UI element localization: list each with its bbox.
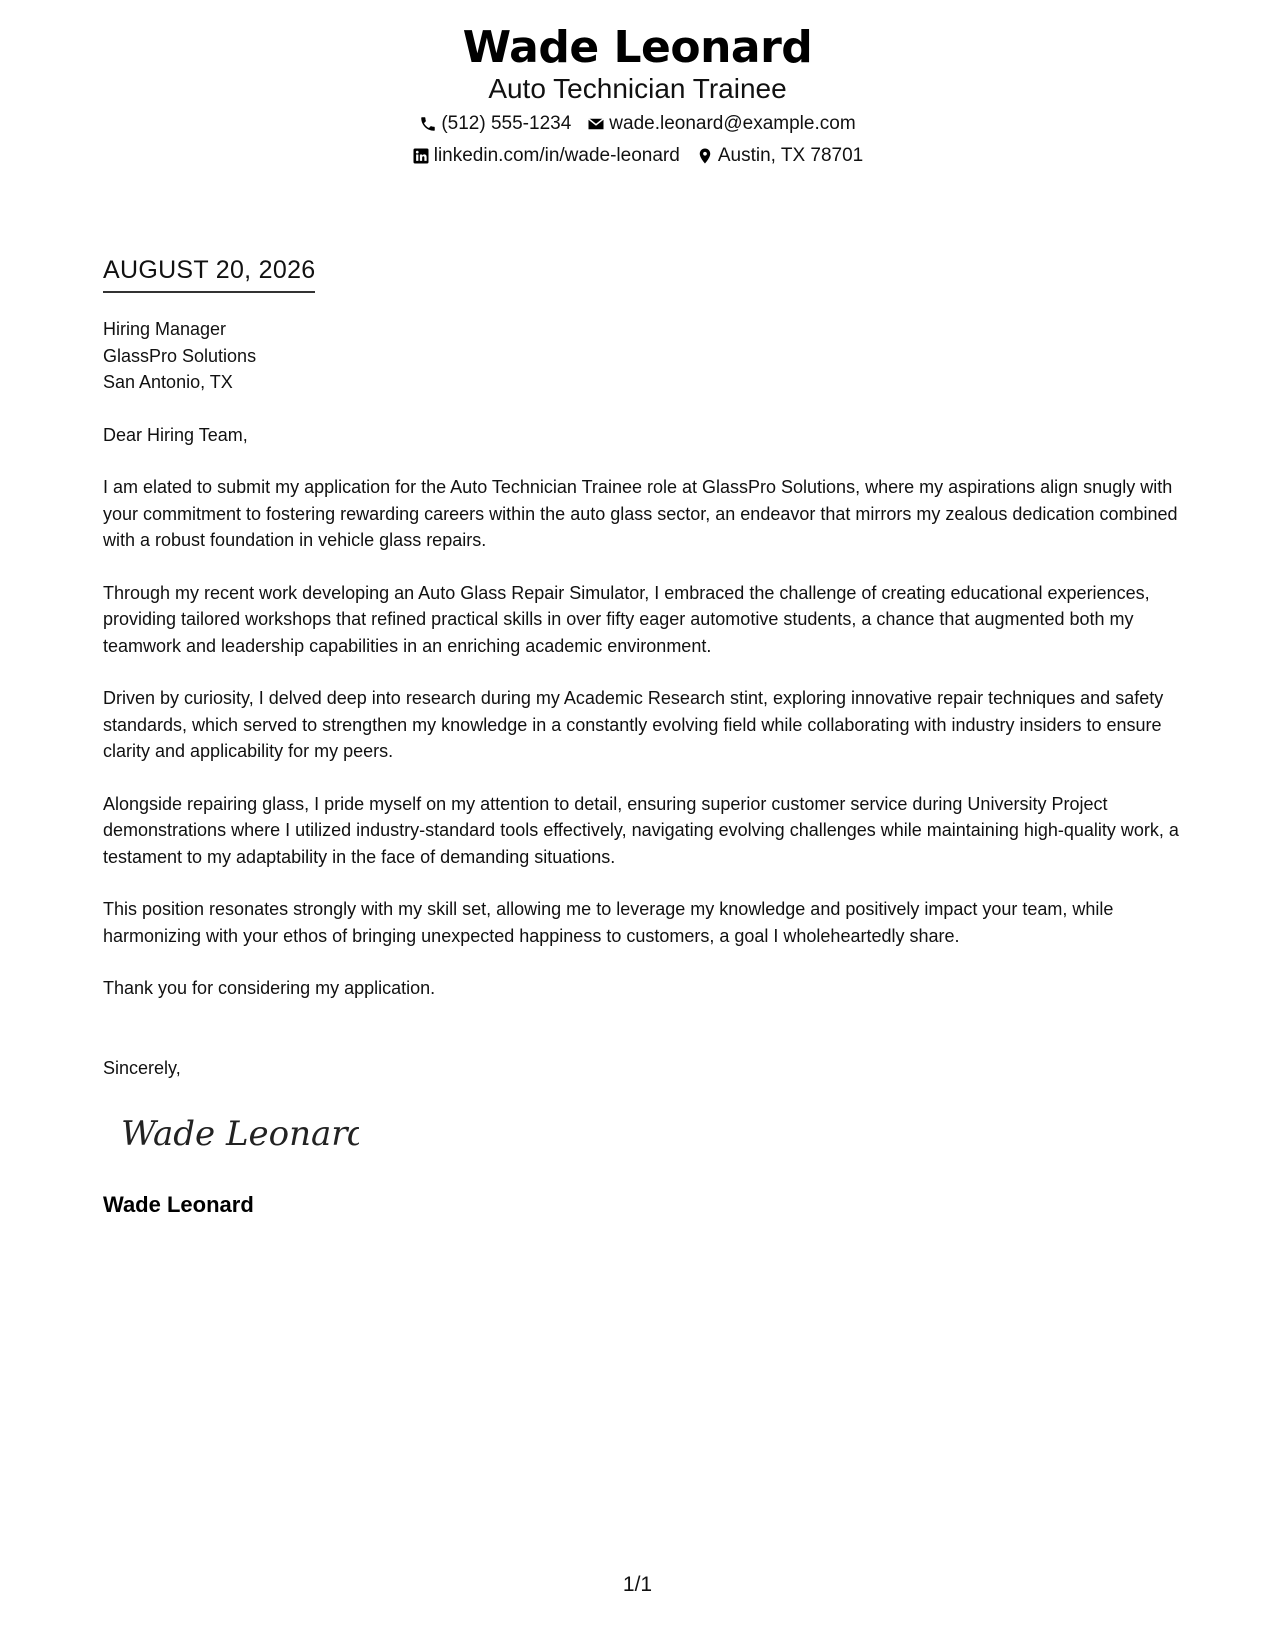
email-text: wade.leonard@example.com xyxy=(609,113,856,134)
letter-header xyxy=(0,22,1275,168)
signature-image xyxy=(119,1103,359,1163)
contact-line-primary xyxy=(0,112,1275,136)
envelope-icon xyxy=(587,115,605,133)
svg-text:Wade Leonard: Wade Leonard xyxy=(121,1114,359,1154)
letter-date: AUGUST 20, 2026 xyxy=(103,255,315,293)
body-paragraph: Thank you for considering my application. xyxy=(103,978,436,998)
applicant-title: Auto Technician Trainee xyxy=(488,73,787,104)
recipient-line: Hiring Manager xyxy=(103,319,227,339)
linkedin-text: linkedin.com/in/wade-leonard xyxy=(433,145,680,166)
signed-name: Wade Leonard xyxy=(103,1191,254,1217)
phone-contact xyxy=(419,112,571,136)
body-paragraph: Through my recent work developing an Auto Glass Repair Simulator, I embraced the challenge of creating educational experiences, providing tailored workshops that refined practical skills in over fifty eager automotive students, a chance that augmented both my teamwork and leadership capabilities in an enriching academic environment. xyxy=(103,582,1150,656)
recipient-line: San Antonio, TX xyxy=(103,372,233,392)
salutation: Dear Hiring Team, xyxy=(103,424,248,445)
letter-body xyxy=(103,316,1183,1219)
email-contact xyxy=(587,112,855,136)
location-text: Austin, TX 78701 xyxy=(717,145,864,166)
date-block xyxy=(103,255,315,293)
closing: Sincerely, xyxy=(103,1057,181,1078)
map-marker-icon xyxy=(696,147,714,165)
recipient-block xyxy=(103,316,1183,396)
body-paragraph: This position resonates strongly with my skill set, allowing me to leverage my knowledge and positively impact your team, while harmonizing with your ethos of bringing unexpected happiness to customers, a goal I wholeheartedly share. xyxy=(103,899,1114,946)
linkedin-contact xyxy=(412,144,680,168)
contact-line-secondary xyxy=(0,144,1275,168)
phone-text: (512) 555-1234 xyxy=(441,113,572,134)
page-number: 1/1 xyxy=(622,1573,653,1596)
body-paragraph: Driven by curiosity, I delved deep into research during my Academic Research stint, exploring innovative repair techniques and safety standards, which served to strengthen my knowledge in a constantly evolving field while collaborating with industry insiders to ensure clarity and applicability for my peers. xyxy=(103,688,1164,761)
applicant-name: Wade Leonard xyxy=(462,22,813,73)
recipient-line: GlassPro Solutions xyxy=(103,345,257,366)
phone-icon xyxy=(419,115,437,133)
location-contact xyxy=(696,144,863,168)
body-paragraph: I am elated to submit my application for the Auto Technician Trainee role at GlassPro Solutions, where my aspirations align snugly with your commitment to fostering rewarding careers within the auto glass sector, an endeavor that mirrors my zealous dedication combined with a robust foundation in vehicle glass repairs. xyxy=(103,477,1178,550)
linkedin-icon xyxy=(412,147,430,165)
body-paragraph: Alongside repairing glass, I pride myself on my attention to detail, ensuring superior customer service during University Project demonstrations where I utilized industry-standard tools effectively, navigating evolving challenges while maintaining high-quality work, a testament to my adaptability in the face of demanding situations. xyxy=(103,793,1179,867)
